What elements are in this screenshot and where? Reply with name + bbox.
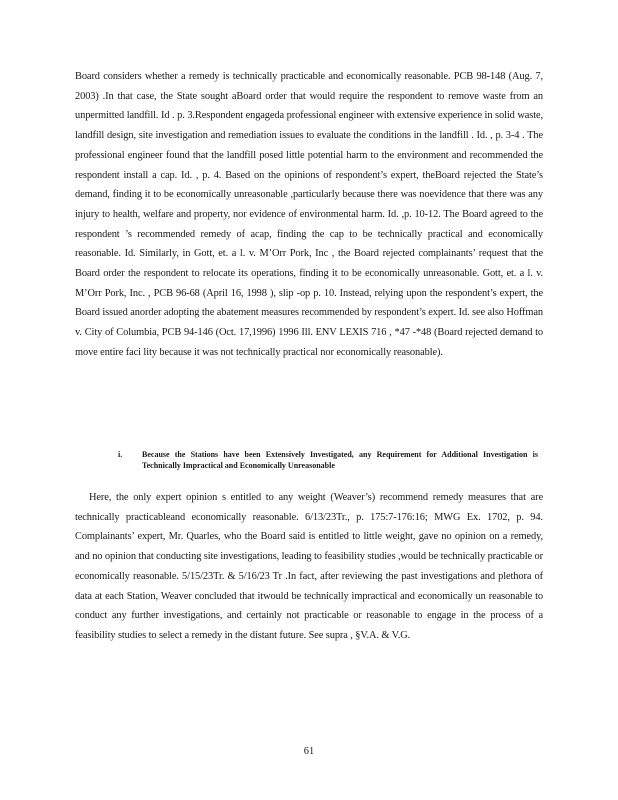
- body-paragraph-1: [75, 67, 543, 363]
- paragraph-1-text: Board considers whether a remedy is technically practicable and economically reasonable. PCB 98-148 (Aug. 7, 2003) .In that case, the State sought aBoard order that would require the respondent to remove waste from an unpermitted landfill. Id . p. 3.Respondent engageda professional engineer with extensive experience in solid waste, landfill design, site investigation and remediation issues to evaluate the conditions in the landfill . Id. , p. 3-4 . The professional engineer found that the landfill posed little potential harm to the environment and recommended the respondent install a cap. Id. , p. 4. Based on the opinions of respondent’s expert, theBoard rejected the State’s demand, finding it to be economically unreasonable ,particularly because there was noevidence that there was any injury to health, welfare and property, nor evidence of environmental harm. Id. ,p. 10-12. The Board agreed to the respondent ’s recommended remedy of acap, finding the cap to be technically practical and economically reasonable. Id. Similarly, in Gott, et. a l. v. M’Orr Pork, Inc , the Board rejected complainants’ request that the Board order the respondent to relocate its operations, finding it to be economically unreasonable. Gott, et. a l. v. M’Orr Pork, Inc. , PCB 96-68 (April 16, 1998 ), slip -op p. 10. Instead, relying upon the respondent’s expert, the Board issued anorder adopting the abatement measures recommended by respondent’s expert. Id. see also Hoffman v. City of Columbia, PCB 94-146 (Oct. 17,1996) 1996 Ill. ENV LEXIS 716 , *47 -*48 (Board rejected demand to move entire faci lity because it was not technically practical nor economically reasonable).: [75, 71, 543, 358]
- heading-number: i.: [118, 450, 123, 459]
- section-heading: [118, 449, 538, 471]
- paragraph-2-text: Here, the only expert opinion s entitled to any weight (Weaver’s) recommend remedy measures that are technically practicableand economically reasonable. 6/13/23Tr., p. 175:7-176:16; MWG Ex. 1702, p. 94. Complainants’ expert, Mr. Quarles, who the Board said is entitled to little weight, gave no opinion on a remedy, and no opinion that conducting site investigations, leading to feasibility studies ,would be technically practicable or economically reasonable. 5/15/23Tr. & 5/16/23 Tr .In fact, after reviewing the past investigations and plethora of data at each Station, Weaver concluded that itwould be technically impractical and economically un reasonable to conduct any further investigations, and certainly not practicable or reasonable to engage in the process of a feasibility studies to select a remedy in the distant future. See supra , §V.A. & V.G.: [75, 492, 543, 641]
- page-number: 61: [303, 746, 315, 757]
- heading-text: Because the Stations have been Extensively Investigated, any Requirement for Additional Investigation is Technically Impractical and Economically Unreasonable: [142, 450, 538, 470]
- body-paragraph-2: [75, 488, 543, 646]
